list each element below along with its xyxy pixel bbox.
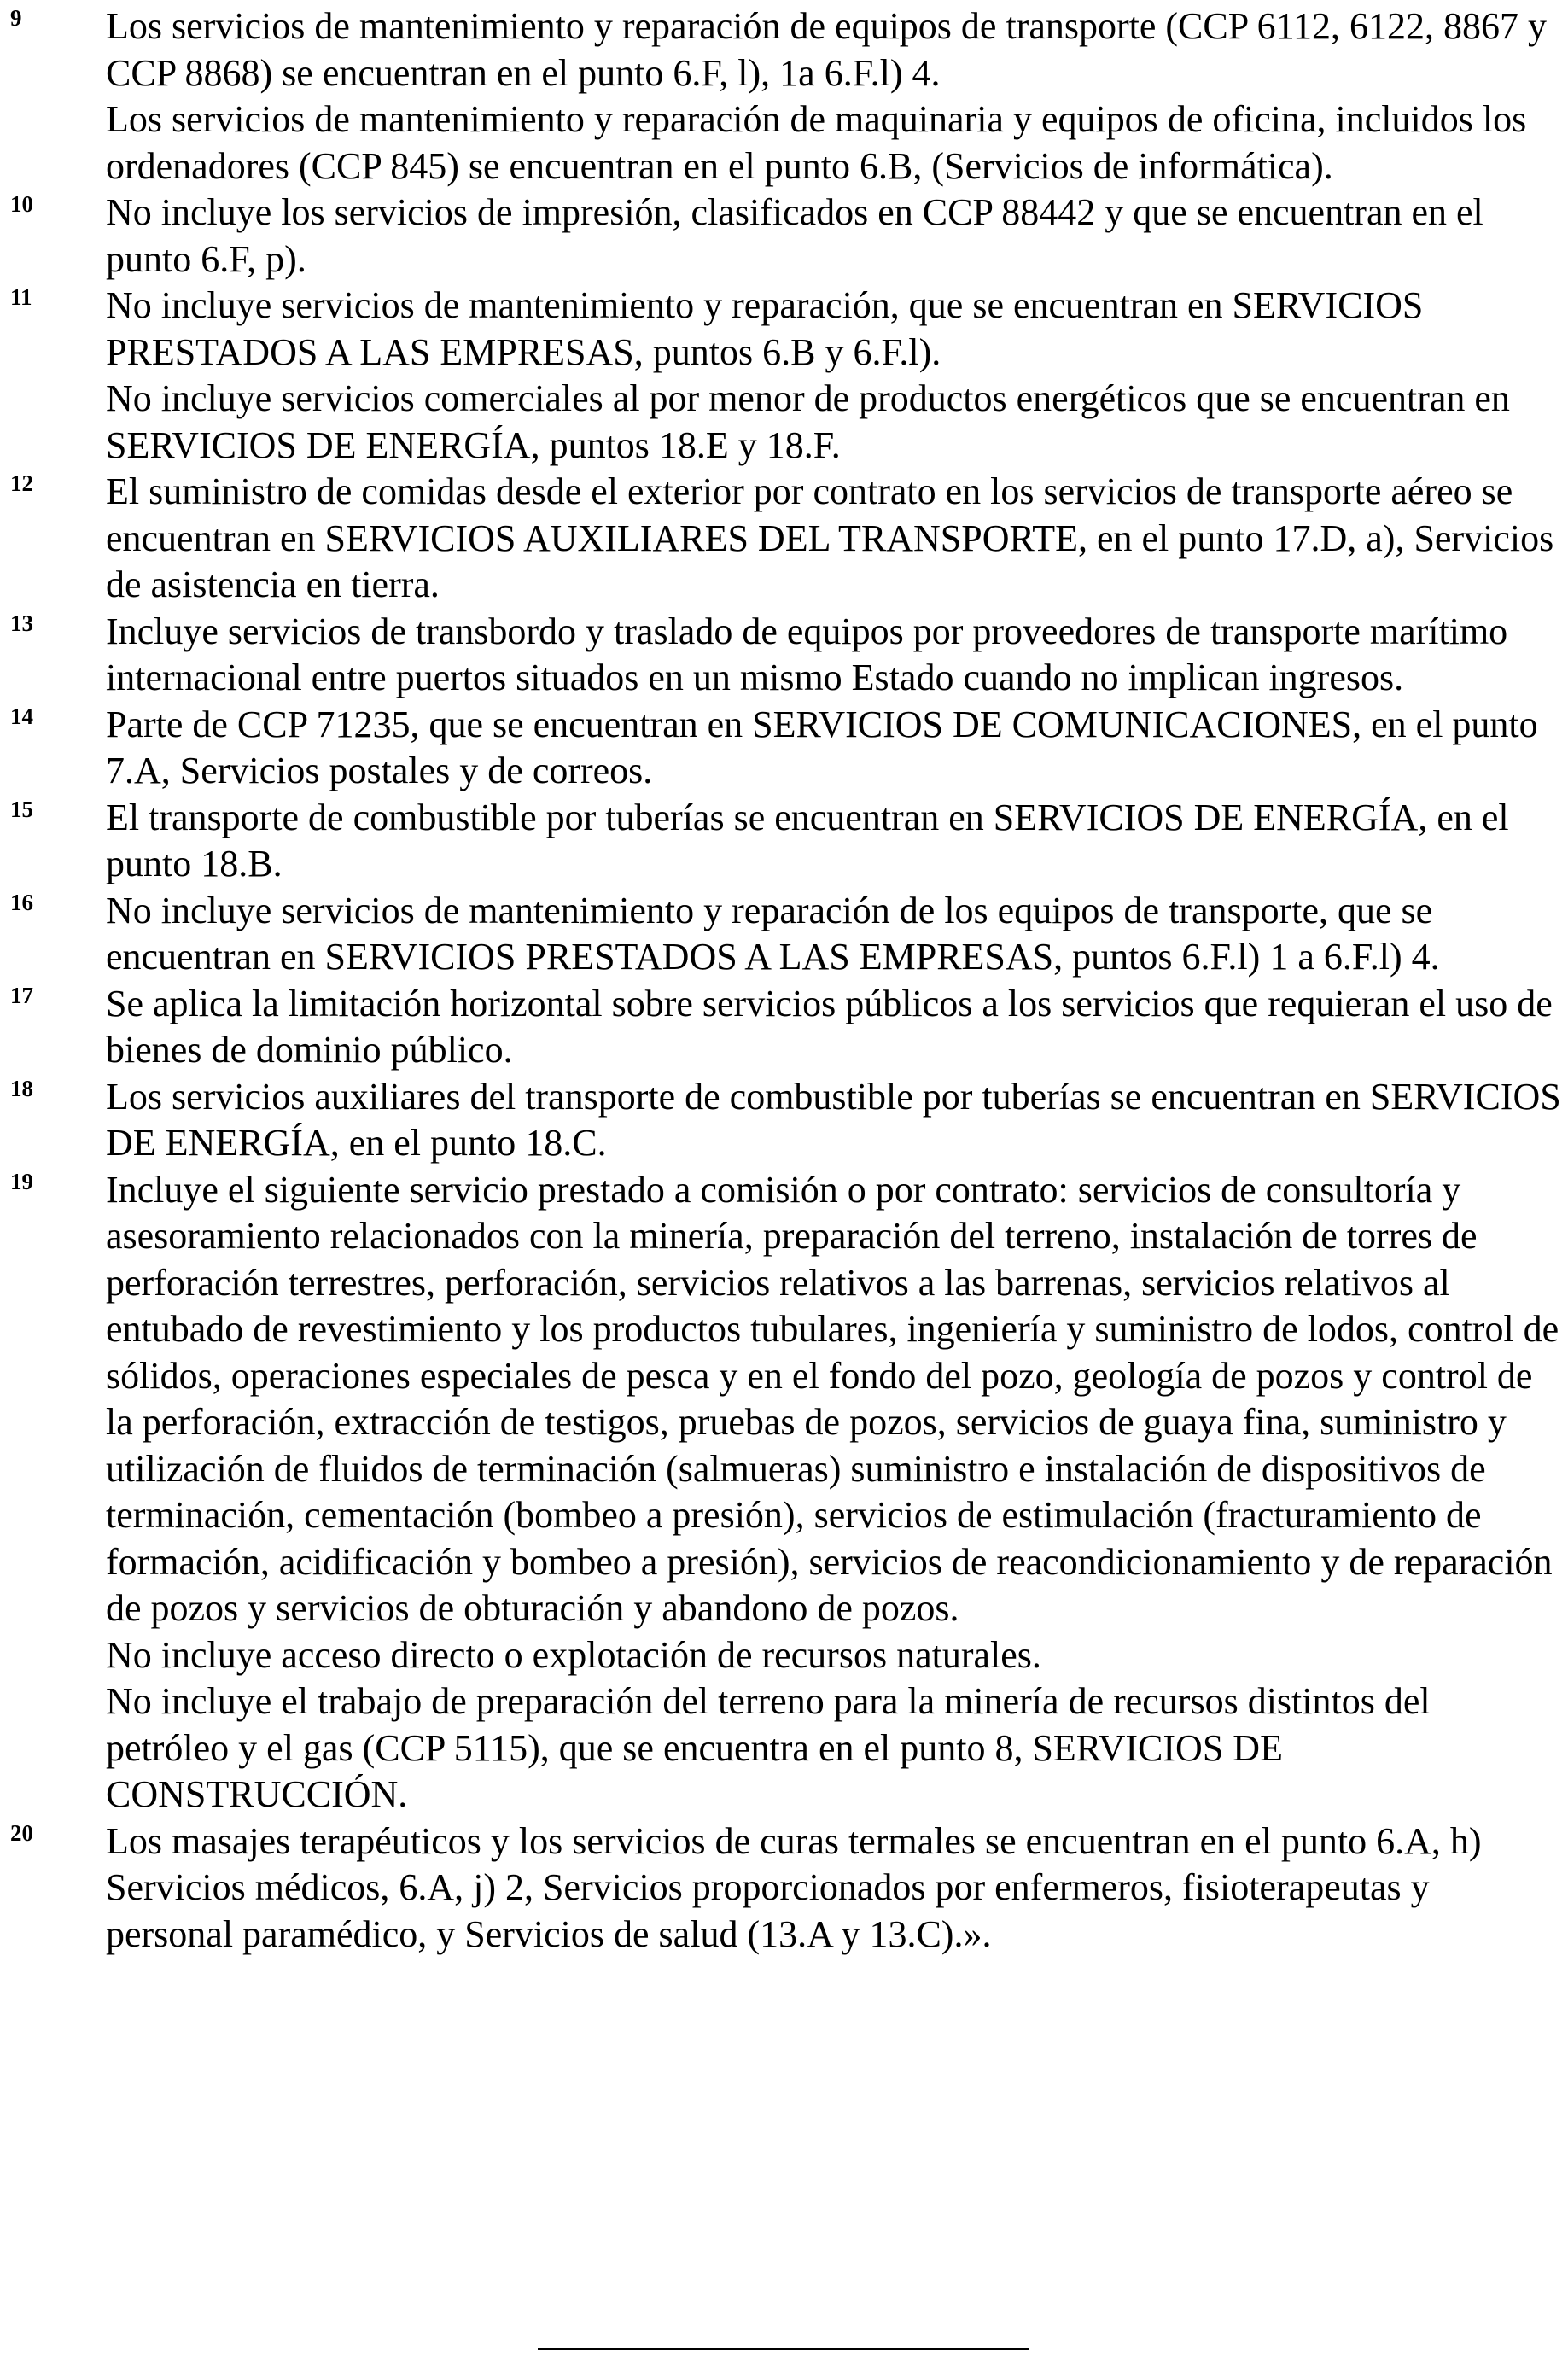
footnote-text: Los servicios auxiliares del transporte de combustible por tuberías se encuentran en SERVICIOS DE ENERGÍA, en el punto 18.C. — [106, 1075, 1561, 1164]
footnote-text: No incluye el trabajo de preparación del terreno para la minería de recursos distintos del petróleo y el gas (CCP 5115), que se encuentra en el punto 8, SERVICIOS DE CONSTRUCCIÓN. — [106, 1680, 1431, 1815]
footnote-20 — [10, 1818, 1562, 1958]
footnote-text: Los servicios de mantenimiento y reparación de maquinaria y equipos de oficina, incluidos los ordenadores (CCP 845) se encuentran en el punto 6.B, (Servicios de informática). — [106, 98, 1527, 187]
footnote-number: 18 — [10, 1075, 33, 1101]
footnote-14 — [10, 702, 1562, 795]
footnote-text: No incluye servicios de mantenimiento y reparación de los equipos de transporte, que se encuentran en SERVICIOS PRESTADOS A LAS EMPRESAS, puntos 6.F.l) 1 a 6.F.l) 4. — [106, 889, 1440, 978]
footnote-text: Incluye el siguiente servicio prestado a comisión o por contrato: servicios de consultoría y asesoramiento relacionados con la minería, preparación del terreno, instalación de torres de perforación terrestres, perforación, servicios relativos a las barrenas, servicios relativos al entubado de revestimiento y los productos tubulares, ingeniería y suministro de lodos, control de sólidos, operaciones especiales de pesca y en el fondo del pozo, geología de pozos y control de la perforación, extracción de testigos, pruebas de pozos, servicios de guaya fina, suministro y utilización de fluidos de terminación (salmueras) suministro e instalación de dispositivos de terminación, cementación (bombeo a presión), servicios de estimulación (fracturamiento de formación, acidificación y bombeo a presión), servicios de reacondicionamiento y de reparación de pozos y servicios de obturación y abandono de pozos. — [106, 1168, 1559, 1629]
footnote-number: 11 — [10, 284, 32, 310]
footnote-15 — [10, 795, 1562, 888]
footnote-text: No incluye servicios de mantenimiento y reparación, que se encuentran en SERVICIOS PRESTADOS A LAS EMPRESAS, puntos 6.B y 6.F.l). — [106, 284, 1424, 373]
footnote-text: Los masajes terapéuticos y los servicios de curas termales se encuentran en el punto 6.A, h) Servicios médicos, 6.A, j) 2, Servicios proporcionados por enfermeros, fisioterapeutas y personal paramédico, y Servicios de salud (13.A y 13.C).». — [106, 1819, 1482, 1955]
footnote-17 — [10, 981, 1562, 1074]
footnote-number: 10 — [10, 191, 33, 217]
footnote-19 — [10, 1167, 1562, 1818]
footnote-text: Se aplica la limitación horizontal sobre servicios públicos a los servicios que requieran el uso de bienes de dominio público. — [106, 982, 1553, 1071]
footnote-number: 16 — [10, 889, 33, 915]
footnote-text: Incluye servicios de transbordo y traslado de equipos por proveedores de transporte marítimo internacional entre puertos situados en un mismo Estado cuando no implican ingresos. — [106, 610, 1508, 698]
footnote-number: 12 — [10, 470, 33, 496]
footnote-18 — [10, 1074, 1562, 1167]
footnote-text: No incluye acceso directo o explotación de recursos naturales. — [106, 1633, 1041, 1676]
footnote-number: 14 — [10, 703, 33, 729]
footnote-number: 17 — [10, 982, 33, 1008]
footnote-9 — [10, 3, 1562, 190]
footnote-number: 15 — [10, 796, 33, 822]
footnote-number: 20 — [10, 1819, 33, 1846]
footnote-text: No incluye servicios comerciales al por menor de productos energéticos que se encuentran en SERVICIOS DE ENERGÍA, puntos 18.E y 18.F. — [106, 377, 1510, 466]
footnote-text: Parte de CCP 71235, que se encuentran en SERVICIOS DE COMUNICACIONES, en el punto 7.A, Servicios postales y de correos. — [106, 703, 1538, 791]
footnote-text: El suministro de comidas desde el exterior por contrato en los servicios de transporte aéreo se encuentran en SERVICIOS AUXILIARES DEL TRANSPORTE, en el punto 17.D, a), Servicios de asistencia en tierra. — [106, 470, 1554, 605]
footnote-text: Los servicios de mantenimiento y reparación de equipos de transporte (CCP 6112, 6122, 8867 y CCP 8868) se encuentran en el punto 6.F, l), 1a 6.F.l) 4. — [106, 5, 1547, 94]
footnote-13 — [10, 609, 1562, 702]
footnote-separator-line — [538, 2348, 1029, 2350]
footnote-text: El transporte de combustible por tuberías se encuentran en SERVICIOS DE ENERGÍA, en el punto 18.B. — [106, 796, 1509, 884]
footnote-10 — [10, 190, 1562, 283]
footnote-11 — [10, 283, 1562, 469]
footnote-number: 9 — [10, 5, 22, 31]
footnote-16 — [10, 888, 1562, 981]
footnote-number: 13 — [10, 610, 33, 636]
footnote-number: 19 — [10, 1168, 33, 1194]
footnote-text: No incluye los servicios de impresión, clasificados en CCP 88442 y que se encuentran en el punto 6.F, p). — [106, 191, 1483, 280]
footnote-list — [10, 3, 1562, 1958]
footnote-12 — [10, 469, 1562, 609]
